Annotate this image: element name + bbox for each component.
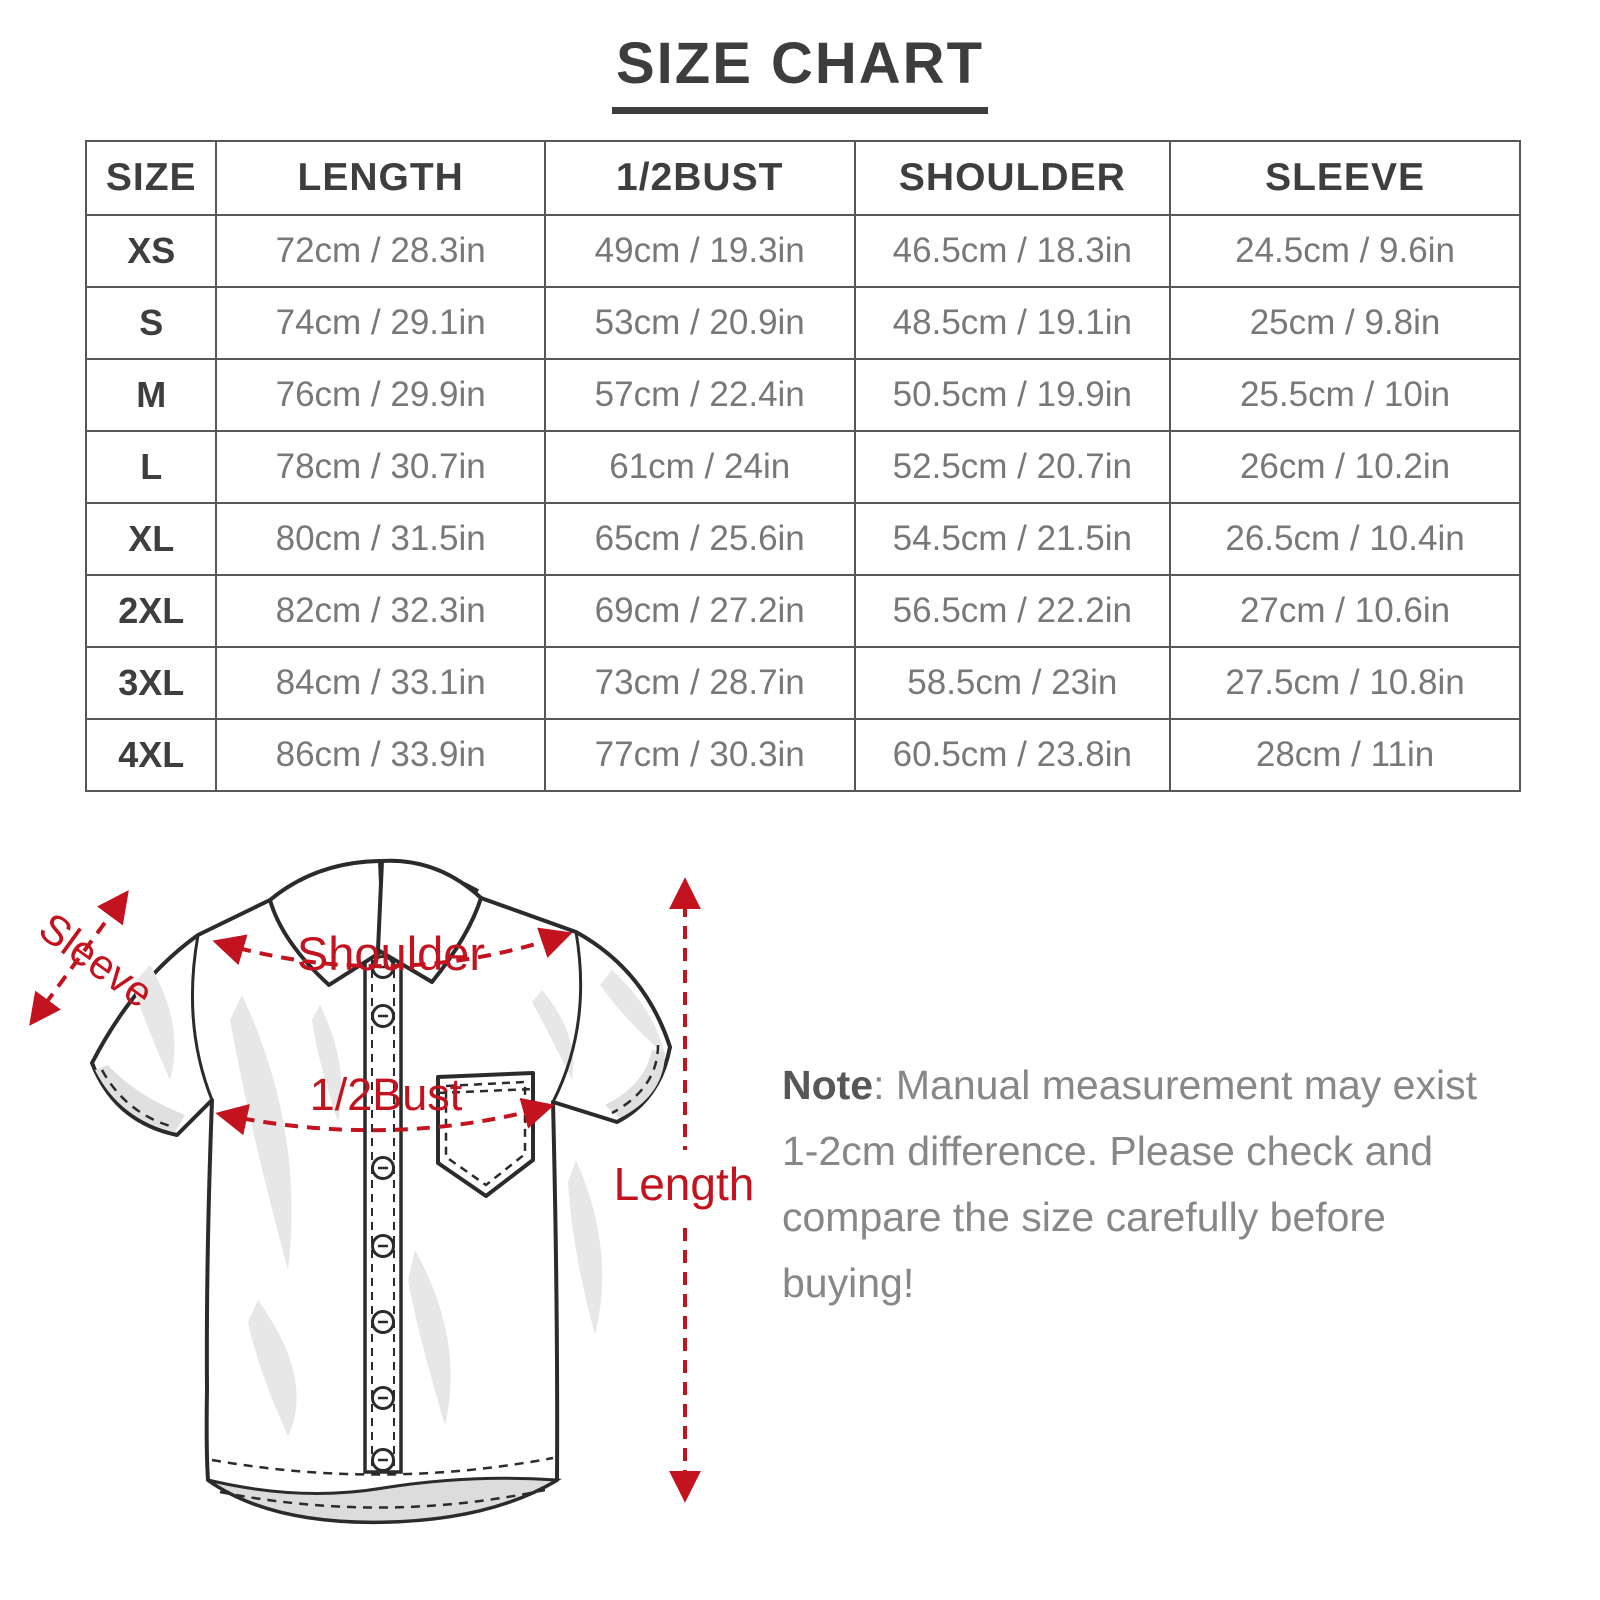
cell-size: L	[86, 431, 216, 503]
length-label: Length	[613, 1158, 755, 1210]
cell-shoulder: 48.5cm / 19.1in	[855, 287, 1170, 359]
table-row	[86, 719, 1520, 791]
cell-length: 74cm / 29.1in	[216, 287, 544, 359]
cell-sleeve: 25.5cm / 10in	[1170, 359, 1520, 431]
cell-halfbust: 77cm / 30.3in	[545, 719, 855, 791]
cell-length: 76cm / 29.9in	[216, 359, 544, 431]
cell-sleeve: 24.5cm / 9.6in	[1170, 215, 1520, 287]
table-header-row	[86, 141, 1520, 215]
cell-halfbust: 53cm / 20.9in	[545, 287, 855, 359]
cell-length: 86cm / 33.9in	[216, 719, 544, 791]
sleeve-label: Sleeve	[30, 903, 163, 1017]
cell-halfbust: 73cm / 28.7in	[545, 647, 855, 719]
table-row	[86, 575, 1520, 647]
cell-length: 72cm / 28.3in	[216, 215, 544, 287]
cell-shoulder: 52.5cm / 20.7in	[855, 431, 1170, 503]
cell-length: 84cm / 33.1in	[216, 647, 544, 719]
header-length: LENGTH	[216, 141, 544, 215]
cell-halfbust: 61cm / 24in	[545, 431, 855, 503]
cell-size: XS	[86, 215, 216, 287]
shoulder-label: Shoulder	[296, 927, 486, 980]
cell-size: S	[86, 287, 216, 359]
cell-sleeve: 27cm / 10.6in	[1170, 575, 1520, 647]
note-label: Note	[782, 1062, 874, 1108]
shirt-measurement-diagram	[20, 830, 760, 1600]
page-title: SIZE CHART	[612, 30, 988, 114]
page-title-wrap	[0, 30, 1600, 114]
cell-sleeve: 26.5cm / 10.4in	[1170, 503, 1520, 575]
cell-shoulder: 60.5cm / 23.8in	[855, 719, 1170, 791]
cell-shoulder: 46.5cm / 18.3in	[855, 215, 1170, 287]
cell-shoulder: 56.5cm / 22.2in	[855, 575, 1170, 647]
cell-size: XL	[86, 503, 216, 575]
measurement-note	[782, 1052, 1482, 1316]
header-sleeve: SLEEVE	[1170, 141, 1520, 215]
header-size: SIZE	[86, 141, 216, 215]
cell-sleeve: 26cm / 10.2in	[1170, 431, 1520, 503]
cell-size: M	[86, 359, 216, 431]
cell-halfbust: 65cm / 25.6in	[545, 503, 855, 575]
cell-shoulder: 50.5cm / 19.9in	[855, 359, 1170, 431]
cell-sleeve: 25cm / 9.8in	[1170, 287, 1520, 359]
table-row	[86, 215, 1520, 287]
cell-halfbust: 49cm / 19.3in	[545, 215, 855, 287]
table-row	[86, 287, 1520, 359]
cell-halfbust: 69cm / 27.2in	[545, 575, 855, 647]
cell-length: 78cm / 30.7in	[216, 431, 544, 503]
cell-sleeve: 28cm / 11in	[1170, 719, 1520, 791]
table-row	[86, 647, 1520, 719]
header-shoulder: SHOULDER	[855, 141, 1170, 215]
header-halfbust: 1/2BUST	[545, 141, 855, 215]
cell-shoulder: 58.5cm / 23in	[855, 647, 1170, 719]
cell-size: 2XL	[86, 575, 216, 647]
table-row	[86, 431, 1520, 503]
note-text: : Manual measurement may exist 1-2cm difference. Please check and compare the size carefully before buying!	[782, 1062, 1477, 1306]
cell-size: 4XL	[86, 719, 216, 791]
table-row	[86, 503, 1520, 575]
cell-shoulder: 54.5cm / 21.5in	[855, 503, 1170, 575]
cell-length: 80cm / 31.5in	[216, 503, 544, 575]
cell-sleeve: 27.5cm / 10.8in	[1170, 647, 1520, 719]
half-bust-label: 1/2Bust	[309, 1069, 463, 1120]
size-chart-table	[85, 140, 1521, 792]
cell-halfbust: 57cm / 22.4in	[545, 359, 855, 431]
cell-length: 82cm / 32.3in	[216, 575, 544, 647]
cell-size: 3XL	[86, 647, 216, 719]
table-row	[86, 359, 1520, 431]
